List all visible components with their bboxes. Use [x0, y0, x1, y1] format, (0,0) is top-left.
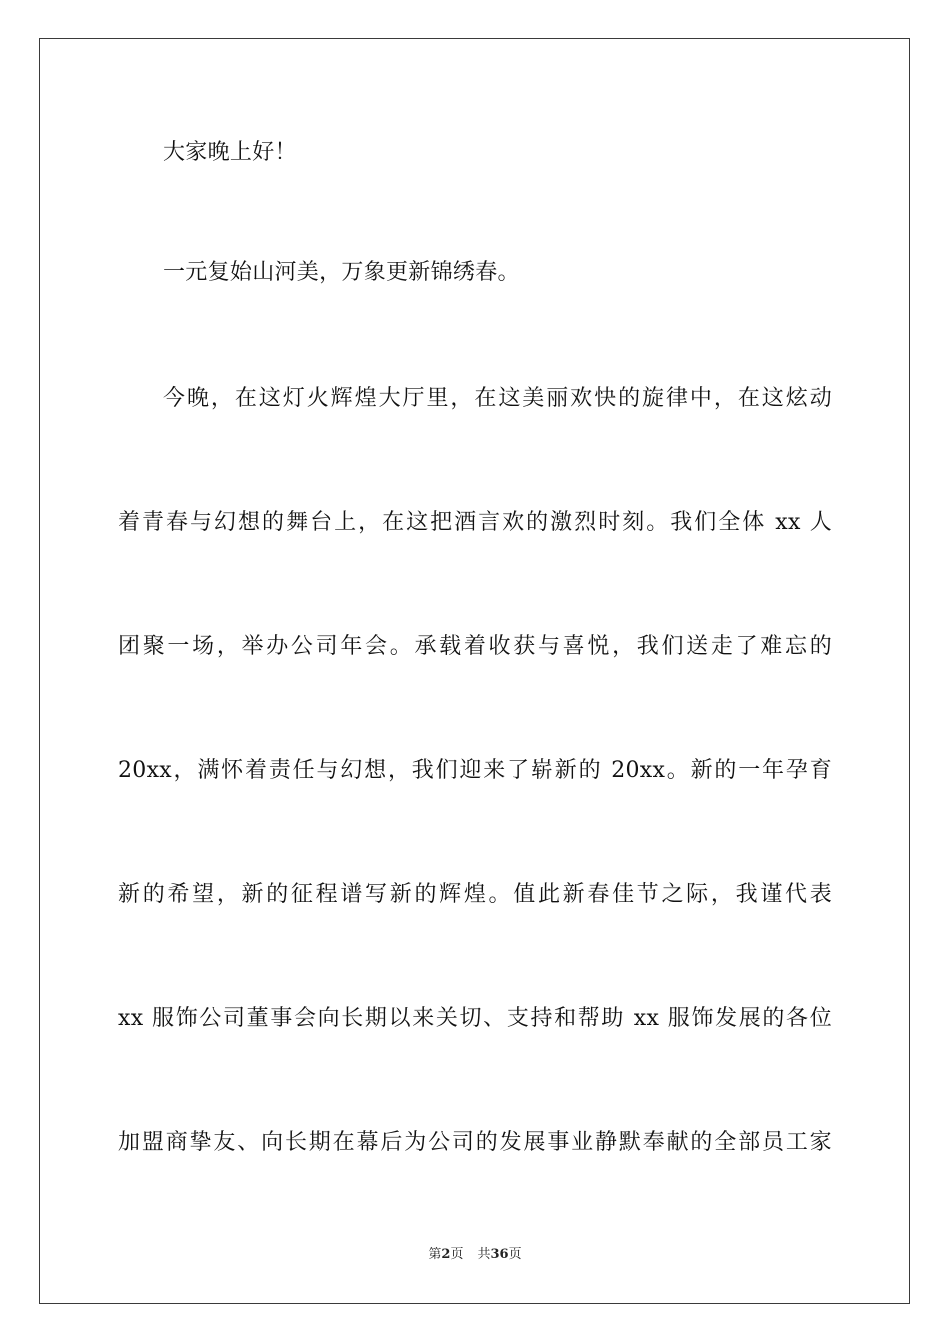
- paragraph-line: 着青春与幻想的舞台上，在这把酒言欢的激烈时刻。我们全体 xx 人: [118, 510, 832, 535]
- page-footer: [0, 1246, 950, 1264]
- paragraph-line: 今晚，在这灯火辉煌大厅里，在这美丽欢快的旋律中，在这炫动: [163, 386, 832, 411]
- page-suffix: 页: [450, 1247, 464, 1262]
- page-number: 2: [441, 1247, 451, 1262]
- paragraph-line: 新的希望，新的征程谱写新的辉煌。值此新春佳节之际，我谨代表: [118, 882, 832, 907]
- paragraph-line: 20xx，满怀着责任与幻想，我们迎来了崭新的 20xx。新的一年孕育: [118, 758, 832, 783]
- total-prefix: 共: [477, 1247, 491, 1262]
- page-border: [39, 38, 910, 1304]
- paragraph-line: 团聚一场，举办公司年会。承载着收获与喜悦，我们送走了难忘的: [118, 634, 832, 659]
- total-suffix: 页: [508, 1247, 522, 1262]
- page-prefix: 第: [428, 1247, 442, 1262]
- paragraph-line: 加盟商挚友、向长期在幕后为公司的发展事业静默奉献的全部员工家: [118, 1130, 832, 1155]
- total-pages: 36: [490, 1247, 509, 1262]
- greeting-line: 大家晚上好！: [163, 140, 297, 165]
- paragraph-line: xx 服饰公司董事会向长期以来关切、支持和帮助 xx 服饰发展的各位: [118, 1006, 832, 1031]
- paragraph-line: 一元复始山河美，万象更新锦绣春。: [163, 260, 520, 285]
